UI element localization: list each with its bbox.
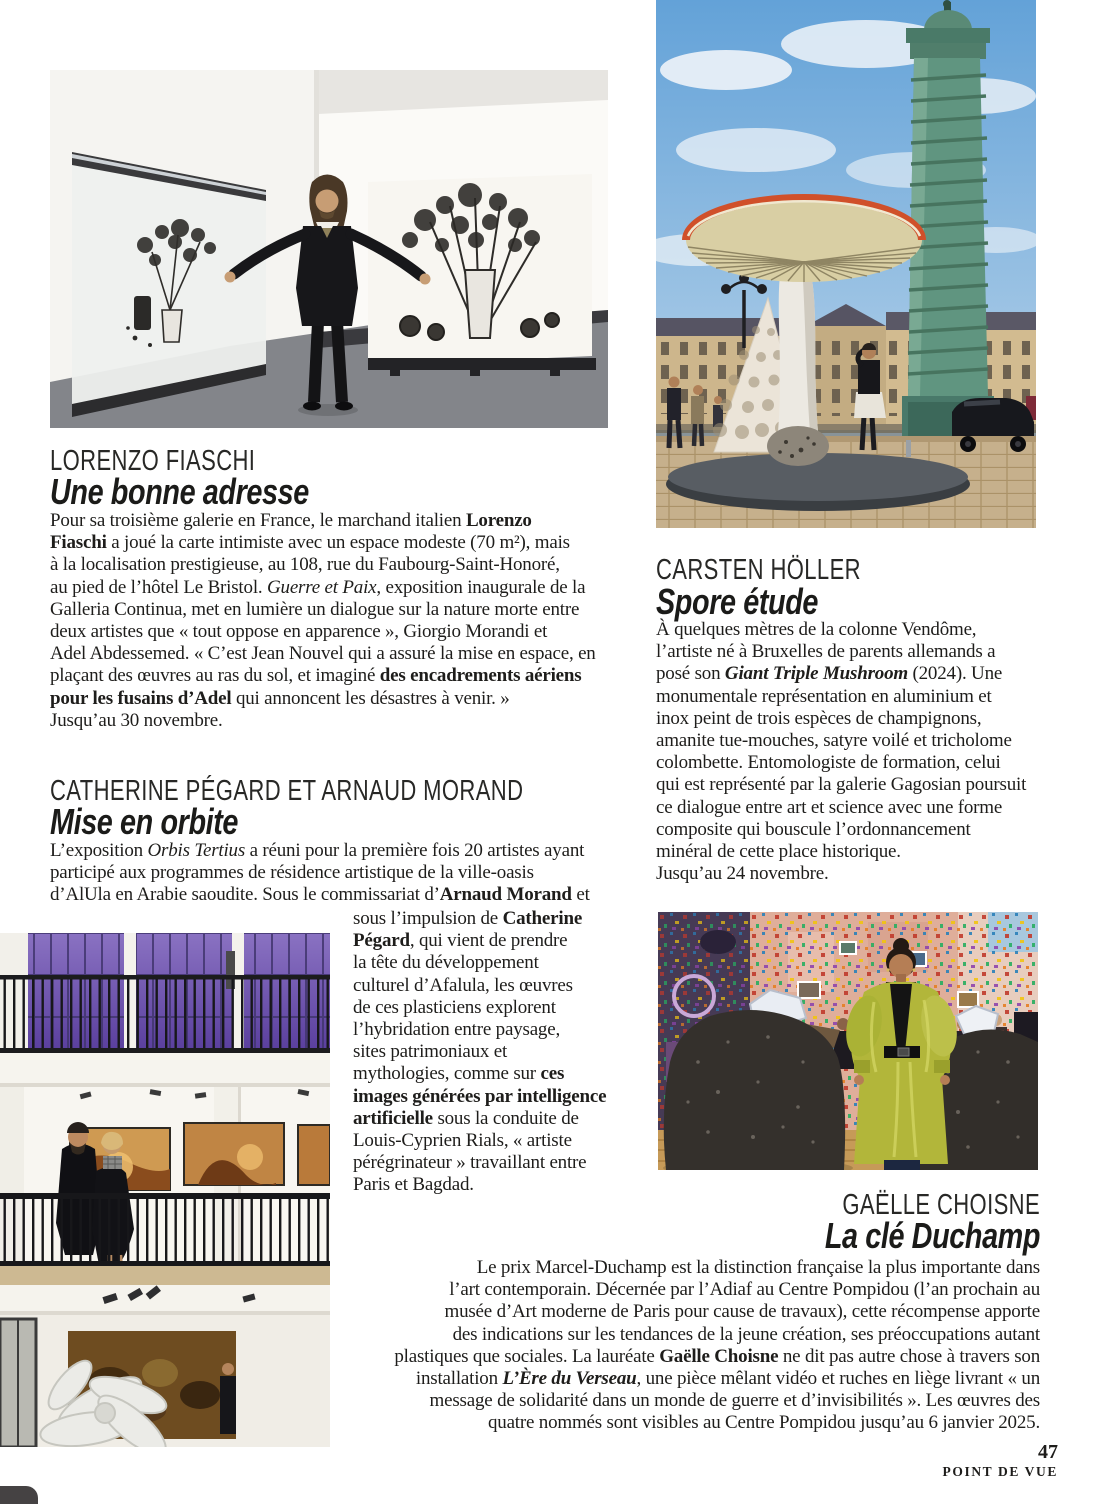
body-line bbox=[656, 619, 1048, 641]
text-run: deux artistes que « tout oppose en apparence », Giorgio Morandi et bbox=[50, 621, 548, 643]
body-line bbox=[50, 621, 610, 643]
text-run: posé son bbox=[656, 663, 725, 685]
photo-lorenzo-gallery bbox=[50, 70, 608, 428]
text-run: sous la conduite de bbox=[432, 1107, 579, 1129]
text-run: plaçant des œuvres au ras du sol, et imaginé bbox=[50, 665, 380, 687]
text-run: qui annoncent les désastres à venir. » bbox=[231, 687, 510, 709]
body-line bbox=[656, 708, 1048, 730]
body-line bbox=[656, 641, 1048, 663]
text-run: minéral de cette place historique. bbox=[656, 841, 901, 863]
text-run: Pégard bbox=[353, 930, 410, 952]
text-run: Arnaud Morand bbox=[439, 884, 572, 906]
ground-floor bbox=[0, 1315, 330, 1447]
text-run: Paris et Bagdad. bbox=[353, 1174, 474, 1196]
body-line bbox=[50, 510, 610, 532]
text-run: l’art contemporain. Décernée par l’Adiaf au Centre Pompidou (l’an prochain au bbox=[449, 1279, 1040, 1301]
text-run: ce dialogue entre art et science avec une forme bbox=[656, 796, 1003, 818]
text-run: (2024). Une bbox=[907, 663, 1003, 685]
body-line bbox=[353, 1152, 610, 1174]
text-run: culturel d’Afalula, les œuvres bbox=[353, 974, 573, 996]
text-run: , exposition inaugurale de la bbox=[376, 576, 586, 598]
body-line bbox=[353, 1019, 610, 1041]
text-run: musée d’Art moderne de Paris pour cause de travaux), cette récompense apporte bbox=[444, 1301, 1040, 1323]
body-line bbox=[50, 554, 610, 576]
text-run: Gaëlle Choisne bbox=[659, 1345, 779, 1367]
body-line bbox=[656, 819, 1048, 841]
text-run: l’hybridation entre paysage, bbox=[353, 1019, 561, 1041]
article-title: Spore étude bbox=[656, 581, 819, 622]
text-run: des encadrements aériens bbox=[379, 665, 582, 687]
body-line bbox=[656, 730, 1048, 752]
text-run: Guerre et Paix bbox=[267, 576, 377, 598]
text-run: Adel Abdessemed. « C’est Jean Nouvel qui a assuré la mise en espace, en bbox=[50, 643, 596, 665]
text-run: Le prix Marcel-Duchamp est la distinction française la plus importante dans bbox=[476, 1257, 1040, 1278]
text-run: message de solidarité dans un monde de guerre et d’invisibilités ». Les œuvres des bbox=[429, 1390, 1040, 1412]
body-line bbox=[50, 643, 610, 665]
photo-lorenzo-gallery-art bbox=[50, 70, 608, 428]
article-kicker: GAËLLE CHOISNE bbox=[842, 1189, 1040, 1221]
text-run: au pied de l’hôtel Le Bristol. bbox=[50, 576, 267, 598]
article-kicker: LORENZO FIASCHI bbox=[50, 445, 256, 477]
body-line bbox=[380, 1279, 1040, 1301]
text-run: de ces plasticiens explorent bbox=[353, 996, 556, 1018]
page-number: 47 bbox=[1038, 1441, 1058, 1463]
middle-level bbox=[0, 1087, 330, 1287]
body-line bbox=[353, 1174, 610, 1196]
magazine-name: POINT DE VUE bbox=[942, 1464, 1058, 1479]
photo-gallery-atrium bbox=[0, 933, 330, 1447]
body-line bbox=[353, 1086, 610, 1108]
body-line bbox=[50, 532, 610, 554]
text-run: , une pièce mêlant vidéo et ruches en liège livrant « un bbox=[636, 1368, 1040, 1390]
text-run: L’exposition bbox=[50, 840, 148, 861]
body-line bbox=[656, 774, 1048, 796]
text-run: inox peint de trois espèces de champignons, bbox=[656, 707, 982, 729]
photo-gallery-atrium-art bbox=[0, 933, 330, 1447]
article-body bbox=[50, 510, 610, 732]
body-line bbox=[656, 686, 1048, 708]
page-footer bbox=[943, 1441, 1058, 1479]
text-run: à la localisation prestigieuse, au 108, rue du Faubourg-Saint-Honoré, bbox=[50, 554, 560, 576]
body-line bbox=[353, 1130, 610, 1152]
text-run: sites patrimoniaux et bbox=[353, 1041, 508, 1063]
text-run: Jusqu’au 24 novembre. bbox=[656, 863, 829, 885]
article-title: Mise en orbite bbox=[50, 801, 239, 842]
article-title: Une bonne adresse bbox=[50, 471, 309, 512]
article-kicker: CARSTEN HÖLLER bbox=[656, 554, 861, 586]
body-line bbox=[353, 952, 610, 974]
body-line bbox=[353, 997, 610, 1019]
corner-overlay bbox=[0, 1486, 38, 1504]
body-line bbox=[353, 908, 610, 930]
text-run: Lorenzo bbox=[465, 510, 532, 531]
body-line bbox=[353, 1041, 610, 1063]
left-glass-drawing bbox=[72, 152, 266, 417]
text-run: participé aux programmes de résidence artistique de la ville-oasis bbox=[50, 862, 534, 884]
text-run: quatre nommés sont visibles au Centre Pompidou jusqu’au 6 janvier 2025. bbox=[487, 1412, 1040, 1434]
text-run: Louis-Cyprien Rials, « artiste bbox=[353, 1130, 572, 1152]
body-line bbox=[656, 663, 1048, 685]
photo-gaelle-choisne-art bbox=[658, 912, 1038, 1170]
body-line bbox=[380, 1346, 1040, 1368]
text-run: Jusqu’au 30 novembre. bbox=[50, 709, 223, 731]
body-line bbox=[50, 577, 610, 599]
text-run: a réuni pour la première fois 20 artistes ayant bbox=[245, 840, 585, 861]
text-run: qui est représenté par la galerie Gagosian poursuit bbox=[656, 774, 1027, 796]
text-run: la tête du développement bbox=[353, 952, 539, 974]
text-run: amanite tue-mouches, satyre voilé et tricholome bbox=[656, 730, 1012, 752]
text-run: a joué la carte intimiste avec un espace modeste (70 m²), mais bbox=[106, 532, 570, 554]
text-run: Pour sa troisième galerie en France, le marchand italien bbox=[50, 510, 466, 531]
text-run: sous l’impulsion de bbox=[353, 908, 503, 929]
body-line bbox=[50, 599, 610, 621]
text-run: À quelques mètres de la colonne Vendôme, bbox=[656, 619, 977, 640]
text-run: Galleria Continua, met en lumière un dialogue sur la nature morte entre bbox=[50, 598, 580, 620]
body-line bbox=[50, 884, 610, 906]
upper-level-purple-doors bbox=[0, 933, 330, 1053]
text-run: , qui vient de prendre bbox=[409, 930, 568, 952]
body-line bbox=[353, 1063, 610, 1085]
body-line bbox=[380, 1412, 1040, 1434]
text-run: ne dit pas autre chose à travers son bbox=[778, 1345, 1040, 1367]
photo-mushroom-vendome-art bbox=[656, 0, 1036, 528]
text-run: artificielle bbox=[353, 1107, 433, 1129]
body-line bbox=[50, 840, 610, 862]
article-title: La clé Duchamp bbox=[824, 1215, 1040, 1256]
text-run: composite qui bouscule l’ordonnancement bbox=[656, 818, 971, 840]
text-run: Fiaschi bbox=[50, 532, 107, 554]
text-run: d’AlUla en Arabie saoudite. Sous le commissariat d’ bbox=[50, 884, 440, 906]
text-run: Orbis Tertius bbox=[147, 840, 246, 861]
body-line bbox=[50, 688, 610, 710]
text-run: l’artiste né à Bruxelles de parents allemands a bbox=[656, 641, 996, 663]
text-run: plastiques que sociales. La lauréate bbox=[394, 1345, 660, 1367]
text-run: L’Ère du Verseau bbox=[502, 1368, 637, 1390]
text-run: pour les fusains d’Adel bbox=[50, 687, 232, 709]
text-run: pérégrinateur » travaillant entre bbox=[353, 1152, 587, 1174]
body-line bbox=[50, 862, 610, 884]
body-line bbox=[656, 841, 1048, 863]
text-run: installation bbox=[415, 1368, 503, 1390]
body-line bbox=[353, 975, 610, 997]
text-run: colombette. Entomologiste de formation, celui bbox=[656, 752, 1001, 774]
body-line bbox=[50, 710, 610, 732]
body-line bbox=[380, 1390, 1040, 1412]
text-run: Catherine bbox=[502, 908, 583, 929]
body-line bbox=[380, 1301, 1040, 1323]
body-line bbox=[656, 797, 1048, 819]
article-body bbox=[50, 840, 610, 907]
text-run: et bbox=[571, 884, 590, 906]
body-line bbox=[380, 1257, 1040, 1279]
text-run: ces bbox=[540, 1063, 565, 1085]
body-line bbox=[380, 1368, 1040, 1390]
article-body bbox=[380, 1257, 1040, 1435]
article-kicker: CATHERINE PÉGARD ET ARNAUD MORAND bbox=[50, 775, 524, 807]
text-run: images générées par intelligence bbox=[353, 1085, 607, 1107]
body-line bbox=[353, 1108, 610, 1130]
right-charcoal-drawing bbox=[368, 174, 596, 376]
article-body bbox=[656, 619, 1048, 885]
text-run: des indications sur les tendances de la jeune création, ses préoccupations autant bbox=[452, 1323, 1040, 1345]
body-line bbox=[380, 1324, 1040, 1346]
photo-mushroom-vendome bbox=[656, 0, 1036, 528]
body-line bbox=[50, 665, 610, 687]
text-run: Giant Triple Mushroom bbox=[724, 663, 908, 685]
article-body-narrow bbox=[353, 908, 610, 1197]
text-run: mythologies, comme sur bbox=[353, 1063, 541, 1085]
text-run: monumentale représentation en aluminium et bbox=[656, 685, 992, 707]
body-line bbox=[656, 752, 1048, 774]
photo-gaelle-choisne bbox=[658, 912, 1038, 1170]
body-line bbox=[353, 930, 610, 952]
body-line bbox=[656, 863, 1048, 885]
